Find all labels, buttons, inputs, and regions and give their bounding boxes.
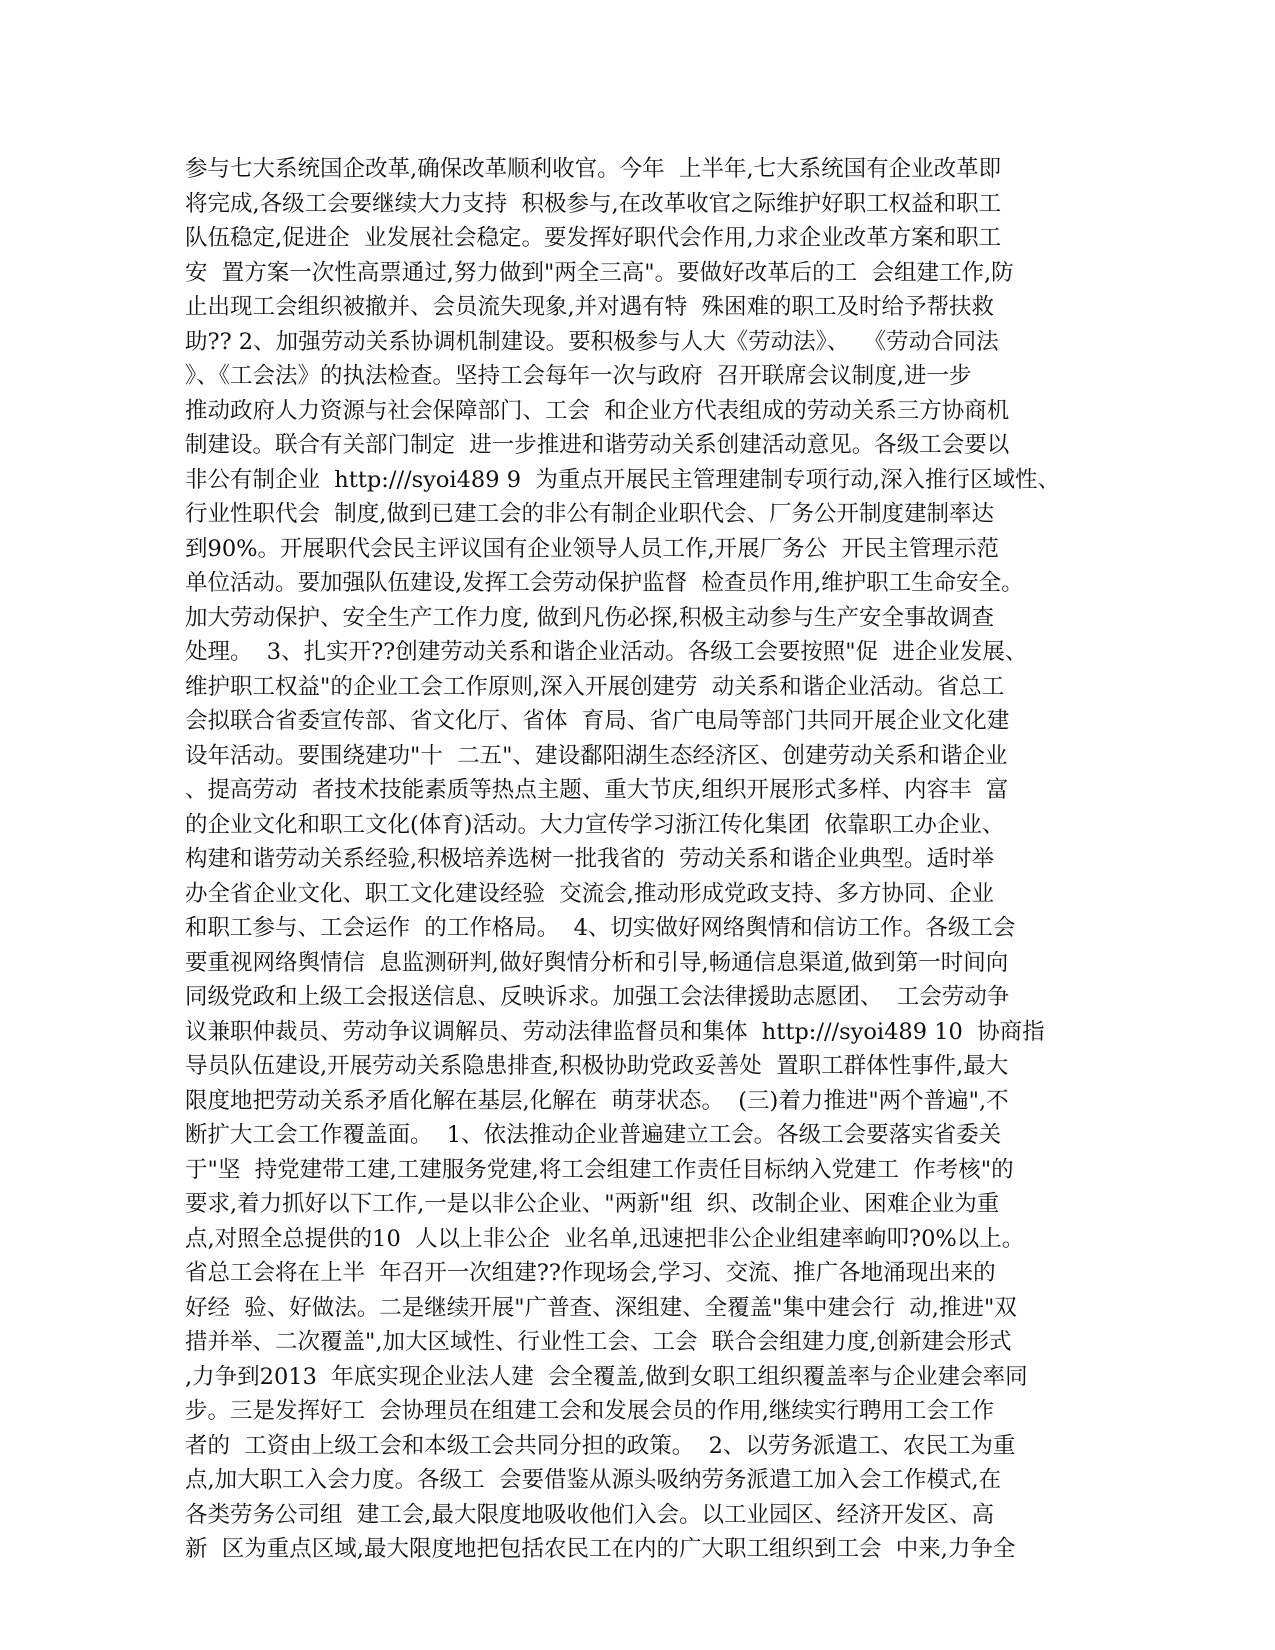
text-line: 于"坚 持党建带工建,工建服务党建,将工会组建工作责任目标纳入党建工 作考核"的 (185, 1156, 1014, 1183)
text-line: 止出现工会组织被撤并、会员流失现象,并对遇有特 殊困难的职工及时给予帮扶救 (185, 294, 994, 320)
text-line: 要求,着力抓好以下工作,一是以非公企业、"两新"组 织、改制企业、困难企业为重 (185, 1191, 1000, 1217)
text-line: 点,对照全总提供的10 人以上非公企 业名单,迅速把非公企业组建率岣叩?0%以上。 (185, 1225, 1025, 1252)
text-line: 好经 验、好做法。二是继续开展"广普查、深组建、全覆盖"集中建会行 动,推进"双 (185, 1294, 1017, 1321)
text-line: 加大劳动保护、安全生产工作力度, 做到凡伤必探,积极主动参与生产安全事故调查 (185, 604, 994, 631)
text-line: 同级党政和上级工会报送信息、反映诉求。加强工会法律援助志愿团、 工会劳动争 (185, 984, 1010, 1010)
text-line: 办全省企业文化、职工文化建设经验 交流会,推动形成党政支持、多方协同、企业 (185, 880, 994, 907)
text-line: 处理。 3、扎实开??创建劳动关系和谐企业活动。各级工会要按照"促 进企业发展、 (185, 639, 1028, 665)
text-line: 省总工会将在上半 年召开一次组建??作现场会,学习、交流、推广各地涌现出来的 (185, 1260, 996, 1286)
text-line: 和职工参与、工会运作 的工作格局。 4、切实做好网络舆情和信访工作。各级工会 (185, 915, 1016, 941)
body-text (185, 152, 1085, 1601)
text-line: 将完成,各级工会要继续大力支持 积极参与,在改革收官之际维护好职工权益和职工 (185, 190, 1002, 217)
text-line: 设年活动。要围绕建功"十 二五"、建设鄱阳湖生态经济区、创建劳动关系和谐企业 (185, 742, 1008, 769)
text-line: 非公有制企业 http:///syoi489 9 为重点开展民主管理建制专项行动,深入推行区域性、 (185, 466, 1060, 493)
text-line: 到90%。开展职代会民主评议国有企业领导人员工作,开展厂务公 开民主管理示范 (185, 535, 999, 562)
text-line: 断扩大工会工作覆盖面。 1、依法推动企业普遍建立工会。各级工会要落实省委关 (185, 1122, 1002, 1148)
text-line: 队伍稳定,促进企 业发展社会稳定。要发挥好职代会作用,力求企业改革方案和职工 (185, 225, 1002, 251)
text-line: 者的 工资由上级工会和本级工会共同分担的政策。 2、以劳务派遣工、农民工为重 (185, 1432, 1016, 1459)
text-line: 会拟联合省委宣传部、省文化厅、省体 育局、省广电局等部门共同开展企业文化建 (185, 708, 1010, 734)
text-line: 行业性职代会 制度,做到已建工会的非公有制企业职代会、厂务公开制度建制率达 (185, 501, 994, 527)
text-line: 步。三是发挥好工 会协理员在组建工会和发展会员的作用,继续实行聘用工会工作 (185, 1398, 994, 1424)
text-line: 安 置方案一次性高票通过,努力做到"两全三高"。要做好改革后的工 会组建工作,防 (185, 259, 1014, 286)
text-line: 导员队伍建设,开展劳动关系隐患排查,积极协助党政妥善处 置职工群体性事件,最大 (185, 1053, 1009, 1079)
text-line: 》、《工会法》的执法检查。坚持工会每年一次与政府 召开联席会议制度,进一步 (185, 363, 972, 389)
text-line: 制建设。联合有关部门制定 进一步推进和谐劳动关系创建活动意见。各级工会要以 (185, 432, 1010, 458)
text-line: 限度地把劳动关系矛盾化解在基层,化解在 萌芽状态。 (三)着力推进"两个普遍",不 (185, 1087, 1009, 1114)
text-line: ,力争到2013 年底实现企业法人建 会全覆盖,做到女职工组织覆盖率与企业建会率同 (185, 1363, 1028, 1390)
text-line: 维护职工权益"的企业工会工作原则,深入开展创建劳 动关系和谐企业活动。省总工 (185, 673, 1005, 700)
text-line: 构建和谐劳动关系经验,积极培养选树一批我省的 劳动关系和谐企业典型。适时举 (185, 846, 994, 872)
text-line: 各类劳务公司组 建工会,最大限度地吸收他们入会。以工业园区、经济开发区、高 (185, 1501, 994, 1528)
text-line: 助?? 2、加强劳动关系协调机制建设。要积极参与人大《劳动法》、 《劳动合同法 (185, 328, 999, 355)
text-line: 单位活动。要加强队伍建设,发挥工会劳动保护监督 检查员作用,维护职工生命安全。 (185, 570, 1024, 596)
text-line: 、提高劳动 者技术技能素质等热点主题、重大节庆,组织开展形式多样、内容丰 富 (185, 777, 1009, 803)
text-line: 参与七大系统国企改革,确保改革顺利收官。今年 上半年,七大系统国有企业改革即 (185, 156, 1002, 182)
text-line: 点,加大职工入会力度。各级工 会要借鉴从源头吸纳劳务派遣工加入会工作模式,在 (185, 1467, 1002, 1493)
text-line: 的企业文化和职工文化(体育)活动。大力宣传学习浙江传化集团 依靠职工办企业、 (185, 811, 1005, 838)
text-line: 议兼职仲裁员、劳动争议调解员、劳动法律监督员和集体 http:///syoi489 10 协商指 (185, 1018, 1045, 1045)
text-line: 措并举、二次覆盖",加大区域性、行业性工会、工会 联合会组建力度,创新建会形式 (185, 1329, 1012, 1355)
text-line (185, 1567, 1085, 1602)
text-line: 推动政府人力资源与社会保障部门、工会 和企业方代表组成的劳动关系三方协商机 (185, 397, 1010, 424)
text-line: 新 区为重点区域,最大限度地把包括农民工在内的广大职工组织到工会 中来,力争全 (185, 1536, 1016, 1562)
text-line: 要重视网络舆情信 息监测研判,做好舆情分析和引导,畅通信息渠道,做到第一时间向 (185, 949, 1009, 976)
